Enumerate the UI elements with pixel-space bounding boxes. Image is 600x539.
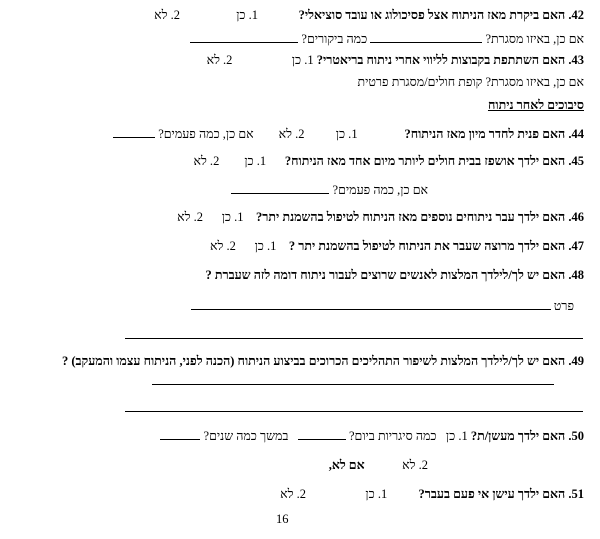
question-number: 44.	[568, 127, 584, 141]
question-text: האם פנית לחדר מיון מאז הניתוח?	[404, 127, 566, 141]
question-text: האם ילדך מעשן/ת?	[470, 429, 566, 443]
question-number: 50.	[568, 429, 584, 443]
question-number: 49.	[568, 354, 584, 368]
section-title	[488, 98, 584, 113]
follow-label-detail: פרט	[553, 299, 574, 313]
option-no[interactable]: 2. לא	[209, 239, 236, 253]
option-yes[interactable]: 1. כן	[335, 127, 358, 141]
option-yes[interactable]: 1. כן	[365, 487, 388, 501]
option-no[interactable]: 2. לא	[280, 487, 307, 501]
question-49	[62, 354, 584, 369]
question-47	[210, 239, 584, 254]
question-45-follow	[231, 182, 428, 198]
question-45	[193, 154, 584, 169]
question-46	[177, 210, 584, 225]
question-48-follow	[191, 298, 574, 314]
question-43-follow: אם כן, באיזו מסגרת? קופת חולים/מסגרת פרטית	[357, 75, 584, 89]
page-number: 16	[276, 512, 289, 526]
answer-blank-framework[interactable]	[370, 31, 482, 43]
question-50-follow	[329, 458, 428, 473]
question-number: 42.	[568, 8, 584, 22]
option-yes[interactable]: 1. כן	[236, 8, 259, 22]
option-no[interactable]: 2. לא	[193, 154, 220, 168]
follow-label-if-no: אם לא,	[328, 458, 365, 472]
follow-label-framework: אם כן, באיזו מסגרת?	[485, 32, 584, 46]
question-text: האם יש לך/לילדך המלצות לשיפור התהליכים הכרוכים בביצוע הניתוח (הכנה לפני, הניתוח עצמו והמעקב) ?	[61, 354, 566, 368]
answer-blank-per-day[interactable]	[298, 428, 346, 440]
option-yes[interactable]: 1. כן	[254, 239, 277, 253]
answer-blank-visits[interactable]	[190, 31, 298, 43]
question-number: 48.	[568, 268, 584, 282]
option-no[interactable]: 2. לא	[177, 210, 203, 224]
question-51	[280, 487, 584, 502]
answer-blank-years[interactable]	[160, 428, 200, 440]
question-number: 46.	[568, 210, 584, 224]
question-text: האם ילדך מרוצה שעבר את הניתוח לטיפול בהשמנת יתר ?	[288, 239, 566, 253]
question-43	[207, 53, 584, 68]
question-48	[206, 268, 585, 283]
question-text: האם השתתפת בקבוצות לליווי אחרי ניתוח בריאטרי?	[316, 53, 566, 67]
answer-line[interactable]	[125, 338, 583, 339]
follow-label-per-day: כמה סיגריות ביום?	[348, 429, 437, 443]
answer-blank-times[interactable]	[113, 126, 155, 138]
question-text: האם ביקרת מאז הניתוח אצל פסיכולוג או עובד סוציאלי?	[298, 8, 566, 22]
question-text: האם ילדך אושפז בבית חולים ליותר מיום אחד מאז הניתוח?	[284, 154, 566, 168]
option-no[interactable]: 2. לא	[278, 127, 305, 141]
option-yes[interactable]: 1. כן	[221, 210, 244, 224]
option-no[interactable]: 2. לא	[206, 53, 233, 67]
option-yes[interactable]: 1. כן	[291, 53, 314, 67]
section-title-text: סיבוכים לאחר ניתוח	[487, 98, 584, 112]
answer-blank-times[interactable]	[231, 182, 329, 194]
question-number: 47.	[568, 239, 584, 253]
answer-line[interactable]	[152, 384, 554, 385]
follow-label-times: אם כן, כמה פעמים?	[158, 127, 254, 141]
option-yes[interactable]: 1. כן	[244, 154, 267, 168]
option-no[interactable]: 2. לא	[402, 458, 428, 472]
option-no[interactable]: 2. לא	[154, 8, 180, 22]
question-number: 51.	[568, 487, 584, 501]
question-number: 43.	[568, 53, 584, 67]
question-number: 45.	[568, 154, 584, 168]
answer-line[interactable]	[125, 411, 583, 412]
option-yes[interactable]: 1. כן	[445, 429, 468, 443]
follow-label-visits: כמה ביקורים?	[301, 32, 368, 46]
follow-label-years: במשך כמה שנים?	[203, 429, 289, 443]
question-text: האם ילדך עבר ניתוחים נוספים מאז הניתוח לטיפול בהשמנת יתר?	[256, 210, 566, 224]
question-42-follow	[190, 31, 584, 47]
question-44	[113, 126, 584, 142]
question-42	[154, 8, 584, 23]
follow-label-times: אם כן, כמה פעמים?	[332, 183, 428, 197]
question-50	[160, 428, 584, 444]
answer-blank-detail[interactable]	[191, 298, 551, 310]
question-text: האם יש לך/לילדך המלצות לאנשים שרוצים לעבור ניתוח דומה לזה שעברת ?	[205, 268, 566, 282]
question-text: האם ילדך עישן אי פעם בעבר?	[418, 487, 566, 501]
